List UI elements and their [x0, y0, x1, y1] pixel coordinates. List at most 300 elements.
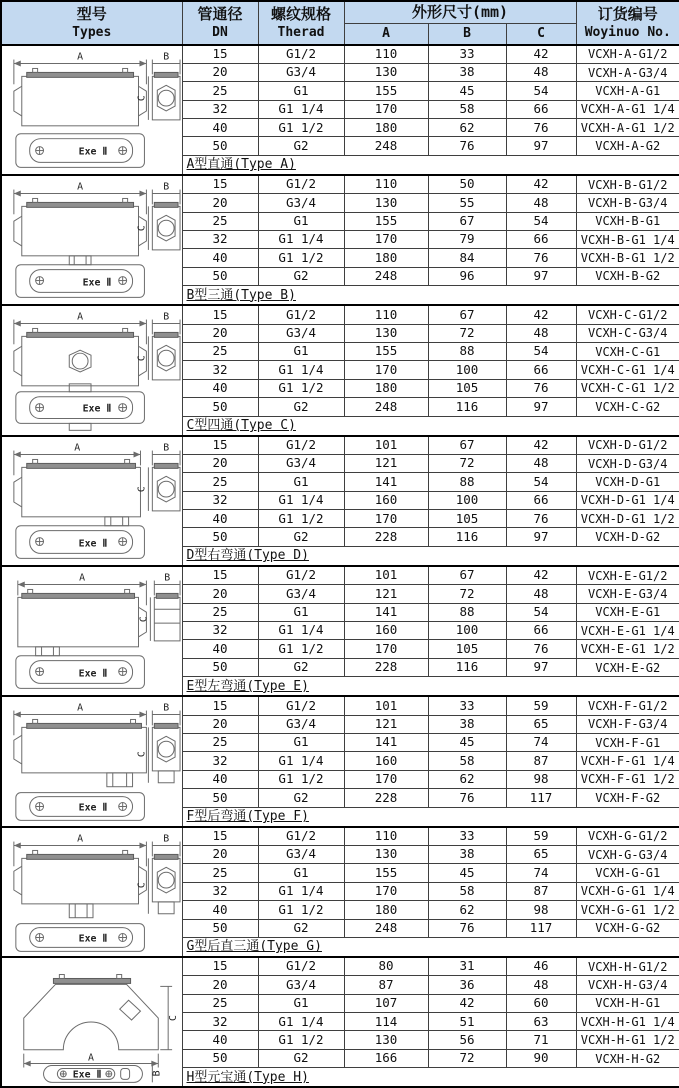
table-row [1, 175, 679, 194]
cell-thread: G1 [258, 603, 344, 621]
cell-dn: 15 [182, 436, 258, 455]
cell-c: 90 [506, 1049, 576, 1067]
cell-c: 66 [506, 491, 576, 509]
type-f-rear-elbow-drawing [2, 699, 182, 823]
cell-c: 66 [506, 100, 576, 118]
cell-order: VCXH-B-G1 1/4 [576, 231, 679, 249]
cell-thread: G1 [258, 342, 344, 360]
drawing-cell-g [1, 827, 182, 957]
cell-order: VCXH-B-G1 1/2 [576, 249, 679, 267]
cell-a: 121 [344, 715, 428, 733]
cell-order: VCXH-D-G1/2 [576, 436, 679, 455]
cell-dn: 25 [182, 473, 258, 491]
cell-thread: G3/4 [258, 585, 344, 603]
cell-dn: 32 [182, 622, 258, 640]
col-header-thread [258, 1, 344, 45]
cell-dn: 50 [182, 137, 258, 155]
cell-b: 51 [428, 1013, 506, 1031]
cell-b: 84 [428, 249, 506, 267]
cell-c: 66 [506, 361, 576, 379]
cell-thread: G2 [258, 789, 344, 807]
cell-thread: G2 [258, 137, 344, 155]
table-row [1, 827, 679, 846]
cell-a: 228 [344, 789, 428, 807]
cell-order: VCXH-C-G1 1/2 [576, 379, 679, 397]
col-header-type-zh: 型号 [2, 4, 182, 25]
cell-order: VCXH-D-G3/4 [576, 454, 679, 472]
cell-thread: G3/4 [258, 845, 344, 863]
cell-c: 97 [506, 658, 576, 676]
dim-c-label: C [136, 225, 147, 231]
cell-a: 101 [344, 436, 428, 455]
cell-thread: G1 1/2 [258, 119, 344, 137]
col-header-thread-en: Therad [259, 25, 344, 41]
cell-b: 100 [428, 361, 506, 379]
cell-thread: G1 [258, 864, 344, 882]
cell-dn: 20 [182, 976, 258, 994]
cell-c: 60 [506, 994, 576, 1012]
cell-dn: 15 [182, 305, 258, 324]
cell-c: 59 [506, 827, 576, 846]
cell-dn: 40 [182, 249, 258, 267]
cell-dn: 32 [182, 752, 258, 770]
cell-a: 107 [344, 994, 428, 1012]
cell-order: VCXH-F-G2 [576, 789, 679, 807]
cell-order: VCXH-D-G1 1/4 [576, 491, 679, 509]
cell-b: 36 [428, 976, 506, 994]
cell-c: 54 [506, 82, 576, 100]
exe-marking: Exe Ⅱ [83, 278, 112, 289]
dim-c-label: C [138, 616, 149, 622]
cell-dn: 15 [182, 696, 258, 715]
cell-dn: 25 [182, 864, 258, 882]
cell-dn: 32 [182, 491, 258, 509]
type-e-left-elbow-drawing [2, 569, 182, 693]
cell-b: 56 [428, 1031, 506, 1049]
cell-dn: 32 [182, 361, 258, 379]
cell-b: 67 [428, 566, 506, 585]
cell-a: 114 [344, 1013, 428, 1031]
cell-b: 67 [428, 436, 506, 455]
table-header [1, 1, 679, 45]
cell-b: 62 [428, 770, 506, 788]
drawing-cell-d [1, 436, 182, 566]
exe-marking: Exe Ⅱ [79, 146, 108, 157]
col-header-dims: 外形尺寸(mm) [344, 1, 576, 24]
cell-dn: 50 [182, 1049, 258, 1067]
cell-a: 130 [344, 194, 428, 212]
cell-dn: 20 [182, 715, 258, 733]
dim-a-label: A [77, 833, 83, 844]
cell-order: VCXH-F-G1 1/4 [576, 752, 679, 770]
type-c-cross-drawing [2, 308, 182, 432]
cell-order: VCXH-D-G2 [576, 528, 679, 546]
cell-order: VCXH-G-G3/4 [576, 845, 679, 863]
cell-b: 62 [428, 901, 506, 919]
cell-a: 130 [344, 1031, 428, 1049]
exe-marking: Exe Ⅱ [79, 933, 108, 944]
cell-thread: G1 1/4 [258, 752, 344, 770]
cell-c: 66 [506, 231, 576, 249]
cell-c: 48 [506, 454, 576, 472]
col-header-type [1, 1, 182, 45]
col-header-dn-zh: 管通径 [183, 4, 258, 25]
dim-c-label: C [136, 95, 147, 101]
dim-c-label: C [136, 882, 147, 888]
cell-c: 48 [506, 63, 576, 81]
cell-a: 101 [344, 566, 428, 585]
dim-a-label: A [77, 312, 83, 323]
cell-thread: G1/2 [258, 566, 344, 585]
type-h-ingot-drawing [2, 960, 182, 1084]
dim-c-label: C [136, 751, 147, 757]
cell-order: VCXH-G-G1 1/2 [576, 901, 679, 919]
cell-thread: G1 1/2 [258, 1031, 344, 1049]
drawing-cell-c [1, 305, 182, 435]
cell-c: 42 [506, 566, 576, 585]
drawing-cell-e [1, 566, 182, 696]
col-header-dim-a: A [344, 24, 428, 45]
cell-dn: 25 [182, 994, 258, 1012]
cell-thread: G2 [258, 658, 344, 676]
table-row [1, 566, 679, 585]
dim-c-label: C [136, 486, 147, 492]
cell-thread: G1 [258, 82, 344, 100]
cell-order: VCXH-E-G2 [576, 658, 679, 676]
col-header-dn [182, 1, 258, 45]
cell-dn: 32 [182, 100, 258, 118]
cell-c: 42 [506, 436, 576, 455]
dim-a-label: A [88, 1053, 94, 1064]
cell-dn: 20 [182, 324, 258, 342]
cell-c: 59 [506, 696, 576, 715]
section-footer: B型三通(Type B) [182, 286, 679, 306]
cell-c: 97 [506, 528, 576, 546]
cell-order: VCXH-H-G1 1/2 [576, 1031, 679, 1049]
col-header-dim-b: B [428, 24, 506, 45]
cell-b: 116 [428, 528, 506, 546]
cell-a: 160 [344, 491, 428, 509]
cell-c: 117 [506, 789, 576, 807]
cell-a: 130 [344, 845, 428, 863]
cell-b: 100 [428, 622, 506, 640]
dim-b-label: B [163, 442, 169, 453]
cell-dn: 15 [182, 827, 258, 846]
cell-c: 74 [506, 734, 576, 752]
col-header-order [576, 1, 679, 45]
cell-c: 42 [506, 175, 576, 194]
exe-marking: Exe Ⅱ [73, 1069, 102, 1080]
cell-a: 141 [344, 473, 428, 491]
exe-marking: Exe Ⅱ [79, 669, 108, 680]
cell-b: 105 [428, 640, 506, 658]
cell-b: 45 [428, 864, 506, 882]
cell-c: 42 [506, 305, 576, 324]
cell-thread: G3/4 [258, 194, 344, 212]
cell-dn: 20 [182, 454, 258, 472]
col-header-order-en: Woyinuo No. [577, 25, 679, 41]
exe-marking: Exe Ⅱ [83, 404, 112, 415]
cell-b: 38 [428, 63, 506, 81]
cell-b: 116 [428, 398, 506, 416]
cell-order: VCXH-G-G1/2 [576, 827, 679, 846]
cell-a: 228 [344, 528, 428, 546]
cell-c: 65 [506, 845, 576, 863]
cell-order: VCXH-C-G1 1/4 [576, 361, 679, 379]
cell-order: VCXH-B-G1/2 [576, 175, 679, 194]
cell-order: VCXH-G-G2 [576, 919, 679, 937]
cell-b: 72 [428, 324, 506, 342]
cell-dn: 50 [182, 919, 258, 937]
col-header-type-en: Types [2, 25, 182, 41]
table-row [1, 45, 679, 64]
drawing-cell-a [1, 45, 182, 175]
cell-dn: 25 [182, 603, 258, 621]
cell-c: 65 [506, 715, 576, 733]
cell-thread: G1/2 [258, 175, 344, 194]
dim-a-label: A [77, 182, 83, 193]
cell-order: VCXH-C-G2 [576, 398, 679, 416]
cell-c: 76 [506, 510, 576, 528]
cell-b: 50 [428, 175, 506, 194]
cell-a: 248 [344, 137, 428, 155]
cell-order: VCXH-C-G1 [576, 342, 679, 360]
cell-thread: G1 1/4 [258, 361, 344, 379]
type-d-right-elbow-drawing [2, 439, 182, 563]
cell-a: 155 [344, 212, 428, 230]
cell-b: 105 [428, 510, 506, 528]
cell-c: 74 [506, 864, 576, 882]
cell-thread: G1/2 [258, 827, 344, 846]
dim-b-label: B [163, 833, 169, 844]
cell-thread: G1 1/2 [258, 249, 344, 267]
cell-order: VCXH-H-G1/2 [576, 957, 679, 976]
section-footer: E型左弯通(Type E) [182, 677, 679, 697]
type-g-rear-tee-drawing [2, 830, 182, 954]
cell-thread: G1/2 [258, 436, 344, 455]
cell-order: VCXH-H-G1 [576, 994, 679, 1012]
cell-thread: G1 1/4 [258, 100, 344, 118]
cell-order: VCXH-A-G2 [576, 137, 679, 155]
cell-a: 110 [344, 305, 428, 324]
exe-marking: Exe Ⅱ [79, 803, 108, 814]
cell-c: 98 [506, 770, 576, 788]
section-footer: G型后直三通(Type G) [182, 937, 679, 957]
cell-a: 101 [344, 696, 428, 715]
cell-b: 67 [428, 305, 506, 324]
table-body [1, 45, 679, 1088]
cell-thread: G1 [258, 734, 344, 752]
cell-a: 180 [344, 379, 428, 397]
cell-order: VCXH-F-G3/4 [576, 715, 679, 733]
col-header-dim-c: C [506, 24, 576, 45]
dim-a-label: A [77, 51, 83, 62]
cell-order: VCXH-B-G3/4 [576, 194, 679, 212]
col-header-order-zh: 订货编号 [577, 4, 679, 25]
dim-b-label: B [163, 51, 169, 62]
cell-c: 46 [506, 957, 576, 976]
cell-thread: G2 [258, 398, 344, 416]
cell-a: 248 [344, 398, 428, 416]
cell-a: 155 [344, 82, 428, 100]
cell-b: 76 [428, 137, 506, 155]
cell-order: VCXH-A-G3/4 [576, 63, 679, 81]
cell-c: 87 [506, 752, 576, 770]
cell-a: 180 [344, 119, 428, 137]
cell-b: 88 [428, 473, 506, 491]
cell-thread: G1 1/4 [258, 622, 344, 640]
cell-order: VCXH-G-G1 1/4 [576, 882, 679, 900]
dim-b-label: B [151, 1070, 162, 1076]
cell-dn: 40 [182, 770, 258, 788]
cell-a: 110 [344, 827, 428, 846]
dim-a-label: A [77, 703, 83, 714]
cell-a: 180 [344, 249, 428, 267]
cell-dn: 50 [182, 267, 258, 285]
cell-a: 170 [344, 770, 428, 788]
cell-a: 80 [344, 957, 428, 976]
cell-order: VCXH-C-G3/4 [576, 324, 679, 342]
cell-b: 33 [428, 696, 506, 715]
dim-c-label: C [136, 355, 147, 361]
cell-a: 130 [344, 324, 428, 342]
cell-order: VCXH-A-G1 [576, 82, 679, 100]
cell-c: 48 [506, 585, 576, 603]
cell-a: 121 [344, 454, 428, 472]
exe-marking: Exe Ⅱ [79, 538, 108, 549]
cell-thread: G1 1/4 [258, 491, 344, 509]
cell-thread: G2 [258, 528, 344, 546]
cell-b: 55 [428, 194, 506, 212]
cell-b: 58 [428, 882, 506, 900]
section-footer: H型元宝通(Type H) [182, 1068, 679, 1088]
col-header-thread-zh: 螺纹规格 [259, 4, 344, 25]
cell-order: VCXH-E-G1 1/2 [576, 640, 679, 658]
cell-c: 66 [506, 622, 576, 640]
cell-order: VCXH-F-G1/2 [576, 696, 679, 715]
cell-b: 38 [428, 715, 506, 733]
cell-order: VCXH-B-G2 [576, 267, 679, 285]
cell-c: 76 [506, 119, 576, 137]
cell-a: 248 [344, 919, 428, 937]
cell-order: VCXH-A-G1 1/2 [576, 119, 679, 137]
cell-a: 170 [344, 640, 428, 658]
cell-order: VCXH-F-G1 [576, 734, 679, 752]
cell-dn: 15 [182, 566, 258, 585]
cell-order: VCXH-D-G1 [576, 473, 679, 491]
dim-b-label: B [163, 312, 169, 323]
section-footer: C型四通(Type C) [182, 416, 679, 436]
cell-c: 54 [506, 473, 576, 491]
cell-dn: 50 [182, 398, 258, 416]
cell-dn: 15 [182, 45, 258, 64]
cell-b: 105 [428, 379, 506, 397]
dim-a-label: A [74, 442, 80, 453]
section-footer: A型直通(Type A) [182, 155, 679, 175]
cell-dn: 32 [182, 882, 258, 900]
cell-a: 170 [344, 510, 428, 528]
cell-a: 170 [344, 361, 428, 379]
cell-order: VCXH-F-G1 1/2 [576, 770, 679, 788]
cell-order: VCXH-E-G1 1/4 [576, 622, 679, 640]
cell-b: 72 [428, 454, 506, 472]
cell-dn: 15 [182, 957, 258, 976]
cell-b: 58 [428, 752, 506, 770]
cell-c: 48 [506, 976, 576, 994]
cell-dn: 20 [182, 585, 258, 603]
cell-order: VCXH-D-G1 1/2 [576, 510, 679, 528]
cell-thread: G3/4 [258, 715, 344, 733]
cell-order: VCXH-C-G1/2 [576, 305, 679, 324]
cell-thread: G1/2 [258, 305, 344, 324]
cell-thread: G1/2 [258, 696, 344, 715]
cell-dn: 20 [182, 194, 258, 212]
cell-b: 76 [428, 789, 506, 807]
cell-dn: 20 [182, 63, 258, 81]
cell-dn: 25 [182, 342, 258, 360]
cell-a: 141 [344, 734, 428, 752]
cell-dn: 15 [182, 175, 258, 194]
cell-thread: G1 [258, 212, 344, 230]
cell-b: 76 [428, 919, 506, 937]
cell-thread: G1 [258, 994, 344, 1012]
cell-thread: G2 [258, 919, 344, 937]
cell-order: VCXH-E-G1/2 [576, 566, 679, 585]
cell-b: 116 [428, 658, 506, 676]
table-row [1, 305, 679, 324]
cell-dn: 40 [182, 901, 258, 919]
cell-b: 38 [428, 845, 506, 863]
cell-dn: 20 [182, 845, 258, 863]
drawing-cell-h [1, 957, 182, 1087]
cell-a: 87 [344, 976, 428, 994]
cell-a: 110 [344, 175, 428, 194]
cell-c: 42 [506, 45, 576, 64]
cell-order: VCXH-H-G2 [576, 1049, 679, 1067]
cell-dn: 32 [182, 231, 258, 249]
cell-thread: G1 1/2 [258, 901, 344, 919]
cell-c: 54 [506, 342, 576, 360]
cell-b: 79 [428, 231, 506, 249]
cell-c: 97 [506, 267, 576, 285]
cell-thread: G3/4 [258, 454, 344, 472]
cell-dn: 50 [182, 658, 258, 676]
cell-order: VCXH-H-G1 1/4 [576, 1013, 679, 1031]
cell-a: 170 [344, 231, 428, 249]
cell-thread: G2 [258, 267, 344, 285]
cell-c: 63 [506, 1013, 576, 1031]
cell-b: 72 [428, 1049, 506, 1067]
type-b-tee-drawing [2, 178, 182, 302]
cell-dn: 32 [182, 1013, 258, 1031]
dim-b-label: B [164, 573, 170, 584]
cell-thread: G1 1/2 [258, 770, 344, 788]
cell-c: 76 [506, 379, 576, 397]
cell-b: 88 [428, 603, 506, 621]
cell-dn: 25 [182, 82, 258, 100]
cell-order: VCXH-A-G1/2 [576, 45, 679, 64]
cell-b: 58 [428, 100, 506, 118]
cell-a: 160 [344, 622, 428, 640]
cell-a: 180 [344, 901, 428, 919]
cell-a: 155 [344, 342, 428, 360]
cell-a: 228 [344, 658, 428, 676]
cell-dn: 25 [182, 212, 258, 230]
cell-a: 166 [344, 1049, 428, 1067]
cell-thread: G3/4 [258, 976, 344, 994]
cell-a: 248 [344, 267, 428, 285]
type-a-straight-drawing [2, 48, 182, 172]
